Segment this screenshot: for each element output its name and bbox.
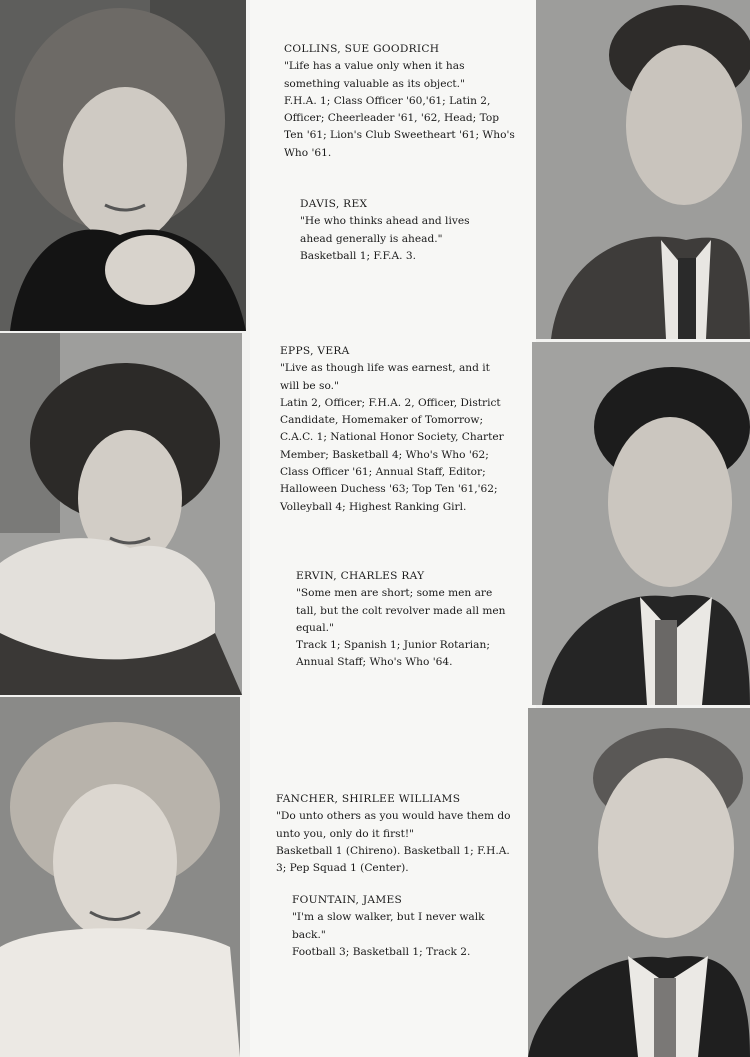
- student-activities: Football 3; Basketball 1; Track 2.: [292, 945, 471, 958]
- student-name: EPPS, VERA: [280, 345, 350, 357]
- portrait-ervin: [532, 342, 750, 705]
- student-activities: Track 1; Spanish 1; Junior Rotarian; Annual Staff; Who's Who '64.: [296, 639, 490, 669]
- student-name: ERVIN, CHARLES RAY: [296, 570, 425, 582]
- student-name: DAVIS, REX: [300, 198, 368, 210]
- entry-collins: [284, 41, 516, 162]
- student-quote: "Life has a value only when it has something valuable as its object.": [284, 60, 465, 90]
- student-name: FOUNTAIN, JAMES: [292, 894, 403, 906]
- portrait-fancher: [0, 697, 240, 1057]
- student-quote: "Live as though life was earnest, and it will be so.": [280, 362, 490, 392]
- student-activities: Basketball 1 (Chireno). Basketball 1; F.H.A. 3; Pep Squad 1 (Center).: [276, 844, 510, 875]
- portrait-fountain: [528, 708, 750, 1057]
- entry-ervin: [296, 568, 506, 672]
- student-name: FANCHER, SHIRLEE WILLIAMS: [276, 793, 461, 805]
- student-name: COLLINS, SUE GOODRICH: [284, 43, 440, 55]
- portrait-epps: [0, 333, 242, 695]
- student-quote: "Do unto others as you would have them do unto you, only do it first!": [276, 810, 511, 840]
- entry-fancher: [276, 791, 511, 877]
- student-quote: "Some men are short; some men are tall, but the colt revolver made all men equal.": [296, 587, 506, 634]
- student-activities: F.H.A. 1; Class Officer '60,'61; Latin 2, Officer; Cheerleader '61, '62, Head; Top Ten '61; Lion's Club Sweetheart '61; Who's Who '61.: [284, 94, 515, 159]
- student-activities: Latin 2, Officer; F.H.A. 2, Officer, District Candidate, Homemaker of Tomorrow; C.A.C. 1; National Honor Society, Charter Member; Basketball 4; Who's Who '62; Class Officer '61; Annual Staff, Editor; Halloween Duchess '63; Top Ten '61,'62; Volleyball 4; Highest Ranking Girl.: [280, 396, 504, 513]
- portrait-collins: [0, 0, 246, 331]
- portrait-davis: [536, 0, 750, 339]
- entry-epps: [280, 343, 512, 516]
- entry-fountain: [292, 892, 497, 961]
- student-quote: "He who thinks ahead and lives ahead generally is ahead.": [300, 215, 470, 245]
- student-quote: "I'm a slow walker, but I never walk back.": [292, 911, 485, 941]
- student-activities: Basketball 1; F.F.A. 3.: [300, 249, 417, 262]
- entry-davis: [300, 196, 505, 265]
